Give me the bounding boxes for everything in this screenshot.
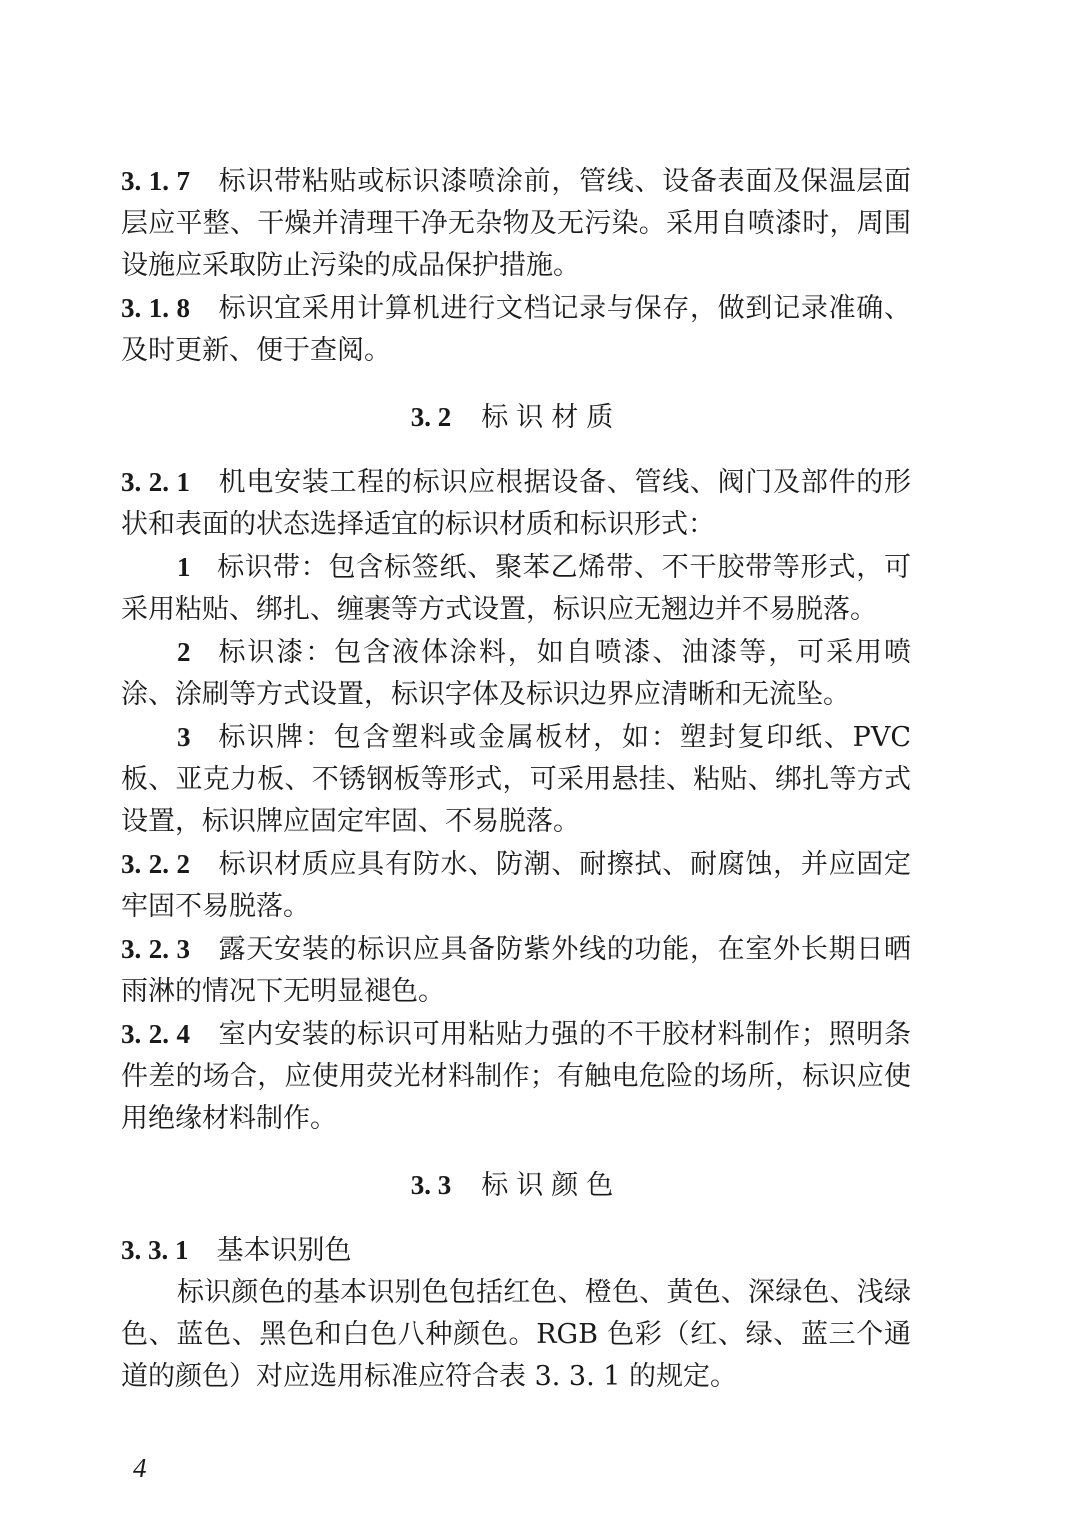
section-title: 标识材质 — [481, 402, 622, 433]
clause-number: 3. 2. 3 — [121, 934, 190, 964]
item-number: 3 — [177, 722, 191, 752]
clause-text: 露天安装的标识应具备防紫外线的功能，在室外长期日晒雨淋的情况下无明显褪色。 — [121, 934, 912, 1007]
item-text: 标识牌：包含塑料或金属板材，如：塑封复印纸、PVC板、亚克力板、不锈钢板等形式，可采用悬挂、粘贴、绑扎等方式设置，标识牌应固定牢固、不易脱落。 — [121, 722, 911, 837]
page-number: 4 — [133, 1453, 147, 1483]
clause-3-1-8 — [121, 287, 911, 372]
clause-3-2-2 — [121, 843, 911, 928]
section-number: 3. 2 — [410, 402, 452, 432]
clause-text: 标识带粘贴或标识漆喷涂前，管线、设备表面及保温层面层应平整、干燥并清理干净无杂物及无污染。采用自喷漆时，周围设施应采取防止污染的成品保护措施。 — [121, 166, 912, 281]
section-heading-3-2 — [121, 396, 911, 439]
section-title: 标识颜色 — [481, 1170, 622, 1201]
clause-3-3-1-title — [121, 1229, 911, 1272]
item-text: 标识漆：包含液体涂料，如自喷漆、油漆等，可采用喷涂、涂刷等方式设置，标识字体及标识边界应清晰和无流坠。 — [121, 637, 911, 710]
clause-3-1-7 — [121, 160, 911, 287]
clause-3-2-4 — [121, 1013, 911, 1140]
clause-number: 3. 2. 1 — [121, 467, 190, 497]
item-text: 标识带：包含标签纸、聚苯乙烯带、不干胶带等形式，可采用粘贴、绑扎、缠裹等方式设置，标识应无翘边并不易脱落。 — [121, 552, 911, 625]
list-item-1 — [121, 546, 911, 631]
clause-number: 3. 1. 7 — [121, 166, 190, 196]
clause-number: 3. 2. 2 — [121, 849, 190, 879]
clause-3-3-1-body — [121, 1272, 911, 1398]
clause-text: 标识颜色的基本识别色包括红色、橙色、黄色、深绿色、浅绿色、蓝色、黑色和白色八种颜色。RGB 色彩（红、绿、蓝三个通道的颜色）对应选用标准应符合表 3. 3. 1 的规定。 — [121, 1277, 911, 1392]
clause-number: 3. 2. 4 — [121, 1019, 190, 1049]
clause-3-2-3 — [121, 928, 911, 1013]
clause-text: 机电安装工程的标识应根据设备、管线、阀门及部件的形状和表面的状态选择适宜的标识材质和标识形式： — [121, 467, 912, 540]
clause-text: 室内安装的标识可用粘贴力强的不干胶材料制作；照明条件差的场合，应使用荧光材料制作；有触电危险的场所，标识应使用绝缘材料制作。 — [121, 1019, 912, 1134]
section-number: 3. 3 — [410, 1170, 452, 1200]
clause-3-2-1 — [121, 461, 911, 546]
clause-text: 标识宜采用计算机进行文档记录与保存，做到记录准确、及时更新、便于查阅。 — [121, 293, 912, 366]
list-item-2 — [121, 631, 911, 716]
item-number: 1 — [177, 552, 191, 582]
document-body — [121, 160, 911, 1398]
clause-number: 3. 3. 1 — [121, 1235, 189, 1265]
section-heading-3-3 — [121, 1164, 911, 1207]
clause-text: 标识材质应具有防水、防潮、耐擦拭、耐腐蚀，并应固定牢固不易脱落。 — [121, 849, 912, 922]
clause-number: 3. 1. 8 — [121, 293, 190, 323]
list-item-3 — [121, 716, 911, 843]
item-number: 2 — [177, 637, 191, 667]
clause-title: 基本识别色 — [216, 1235, 352, 1266]
